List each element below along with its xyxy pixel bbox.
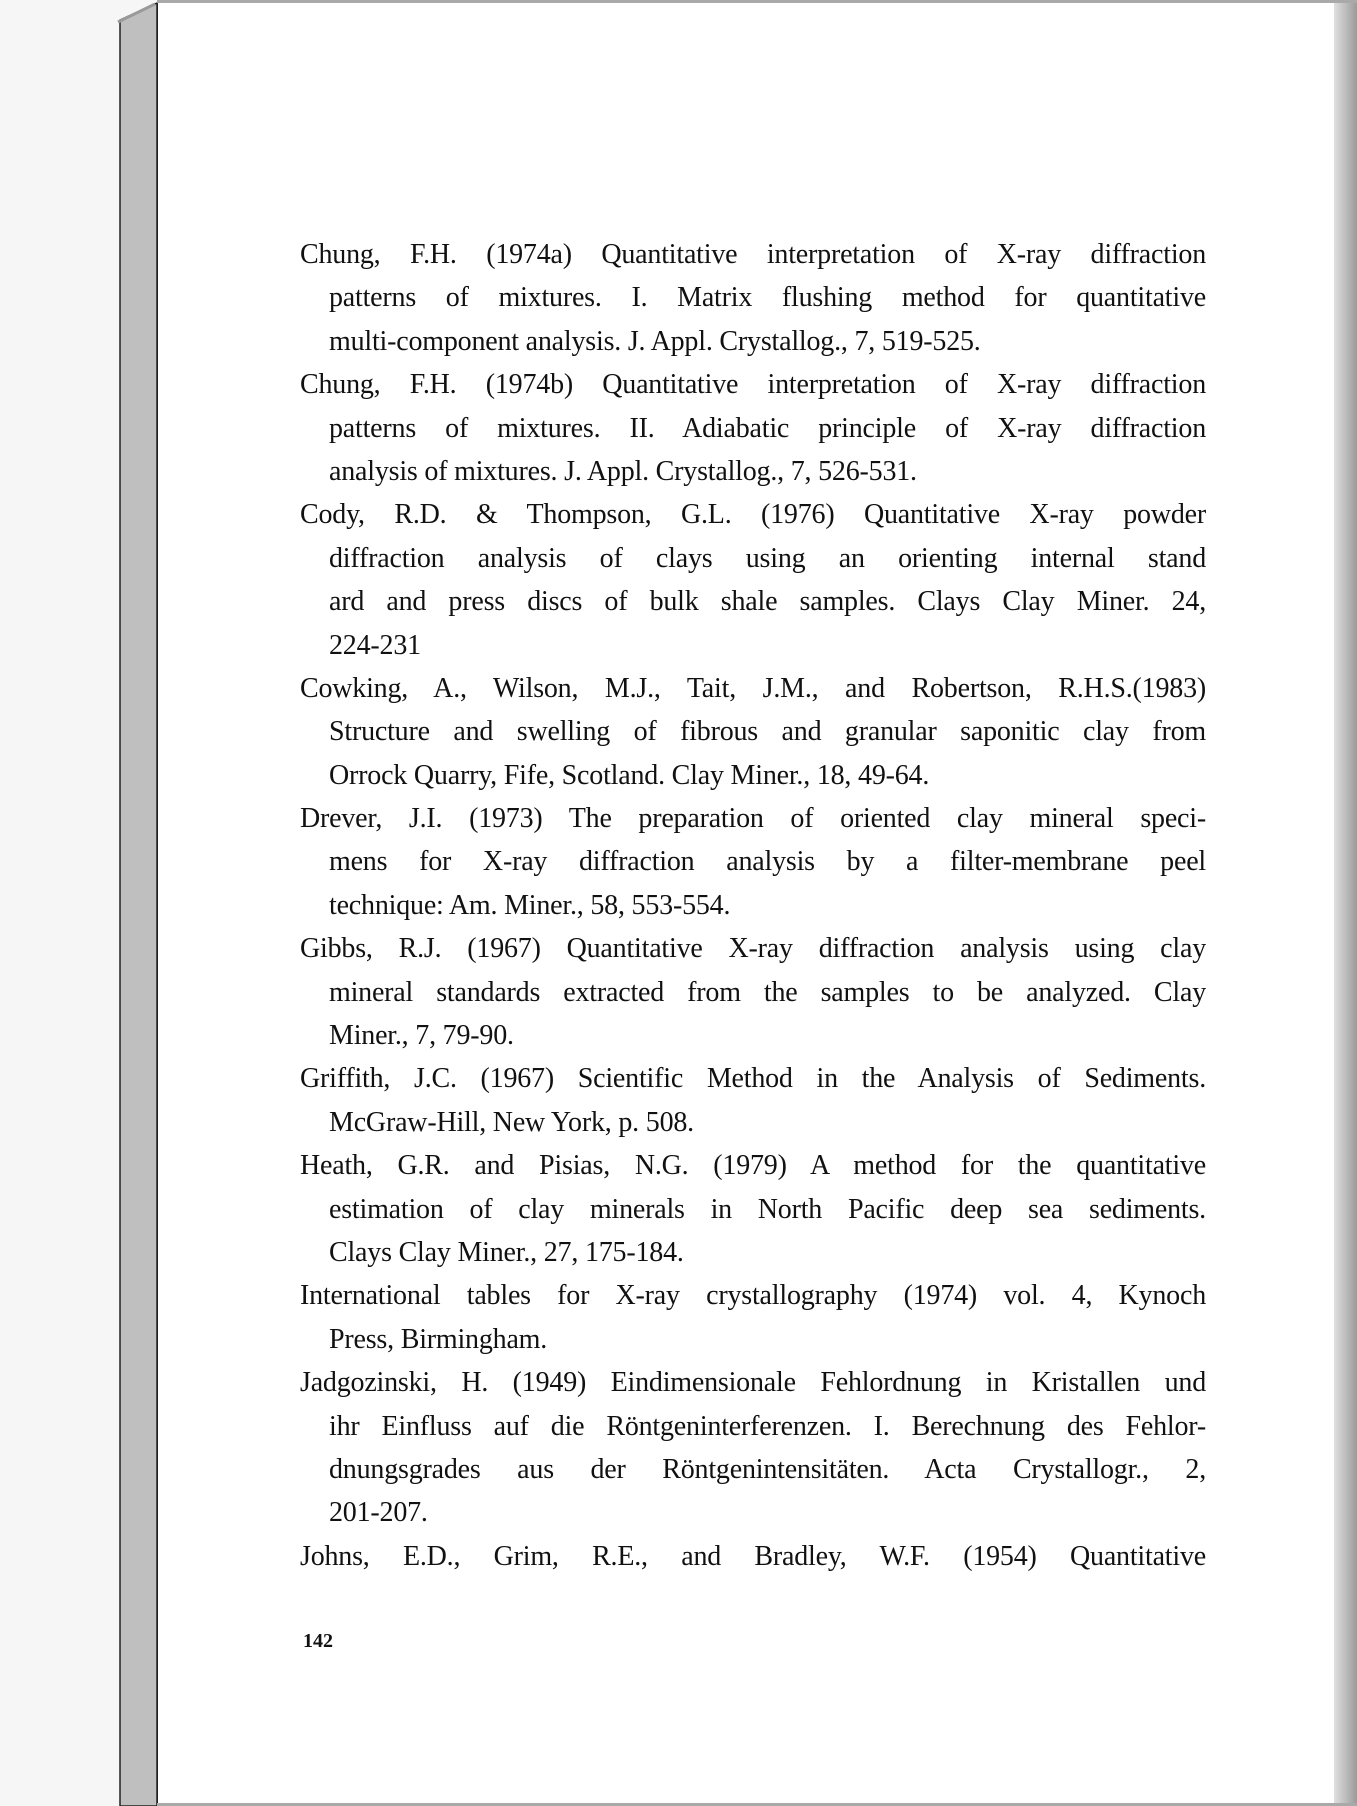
reference-entry bbox=[300, 1274, 1206, 1361]
page-right-edge bbox=[1334, 3, 1357, 1803]
reference-entry bbox=[300, 1535, 1206, 1578]
reference-line: Structure and swelling of fibrous and granular saponitic clay from bbox=[329, 716, 1206, 748]
reference-entry bbox=[300, 797, 1206, 927]
reference-line: multi-component analysis. J. Appl. Crystallog., 7, 519-525. bbox=[329, 325, 981, 357]
reference-line: Gibbs, R.J. (1967) Quantitative X-ray diffraction analysis using clay bbox=[300, 933, 1206, 965]
reference-line: analysis of mixtures. J. Appl. Crystallog., 7, 526-531. bbox=[329, 455, 917, 487]
reference-entry bbox=[300, 667, 1206, 797]
reference-line: ard and press discs of bulk shale samples. Clays Clay Miner. 24, bbox=[329, 586, 1206, 618]
reference-line: Cowking, A., Wilson, M.J., Tait, J.M., and Robertson, R.H.S.(1983) bbox=[300, 672, 1206, 704]
reference-entry bbox=[300, 493, 1206, 667]
reference-line: Orrock Quarry, Fife, Scotland. Clay Miner., 18, 49-64. bbox=[329, 759, 930, 791]
reference-entry bbox=[300, 1057, 1206, 1144]
reference-line: dnungsgrades aus der Röntgenintensitäten. Acta Crystallogr., 2, bbox=[329, 1453, 1206, 1485]
reference-line: patterns of mixtures. I. Matrix flushing method for quantitative bbox=[329, 282, 1206, 314]
reference-entry bbox=[300, 927, 1206, 1057]
reference-line: diffraction analysis of clays using an orienting internal stand bbox=[329, 542, 1206, 574]
reference-line: mens for X-ray diffraction analysis by a filter-membrane peel bbox=[329, 846, 1206, 878]
reference-line: 201-207. bbox=[329, 1497, 428, 1529]
reference-line: Jadgozinski, H. (1949) Eindimensionale Fehlordnung in Kristallen und bbox=[300, 1367, 1206, 1399]
reference-entry bbox=[300, 1144, 1206, 1274]
reference-line: Chung, F.H. (1974a) Quantitative interpretation of X-ray diffraction bbox=[300, 239, 1206, 270]
reference-line: ihr Einfluss auf die Röntgeninterferenzen. I. Berechnung des Fehlor- bbox=[329, 1410, 1206, 1442]
reference-line: Cody, R.D. & Thompson, G.L. (1976) Quantitative X-ray powder bbox=[300, 499, 1206, 531]
reference-line: Press, Birmingham. bbox=[329, 1323, 548, 1355]
page-number: 142 bbox=[303, 1630, 333, 1652]
reference-line: patterns of mixtures. II. Adiabatic principle of X-ray diffraction bbox=[329, 412, 1206, 444]
reference-entry bbox=[300, 233, 1206, 363]
reference-line: Johns, E.D., Grim, R.E., and Bradley, W.F. (1954) Quantitative bbox=[300, 1540, 1206, 1572]
reference-line: mineral standards extracted from the samples to be analyzed. Clay bbox=[329, 976, 1206, 1008]
reference-line: International tables for X-ray crystallography (1974) vol. 4, Kynoch bbox=[300, 1280, 1206, 1312]
reference-line: estimation of clay minerals in North Pacific deep sea sediments. bbox=[329, 1193, 1206, 1225]
reference-line: Drever, J.I. (1973) The preparation of oriented clay mineral speci- bbox=[300, 803, 1206, 835]
reference-line: Clays Clay Miner., 27, 175-184. bbox=[329, 1236, 684, 1268]
reference-line: McGraw-Hill, New York, p. 508. bbox=[329, 1106, 694, 1138]
reference-list bbox=[300, 233, 1206, 1578]
reference-entry bbox=[300, 363, 1206, 493]
reference-entry bbox=[300, 1361, 1206, 1535]
reference-line: Griffith, J.C. (1967) Scientific Method in the Analysis of Sediments. bbox=[300, 1063, 1206, 1095]
reference-line: 224-231 bbox=[329, 629, 421, 661]
reference-line: Miner., 7, 79-90. bbox=[329, 1020, 514, 1052]
reference-line: technique: Am. Miner., 58, 553-554. bbox=[329, 889, 731, 921]
reference-line: Heath, G.R. and Pisias, N.G. (1979) A method for the quantitative bbox=[300, 1150, 1206, 1182]
reference-line: Chung, F.H. (1974b) Quantitative interpretation of X-ray diffraction bbox=[300, 369, 1206, 401]
